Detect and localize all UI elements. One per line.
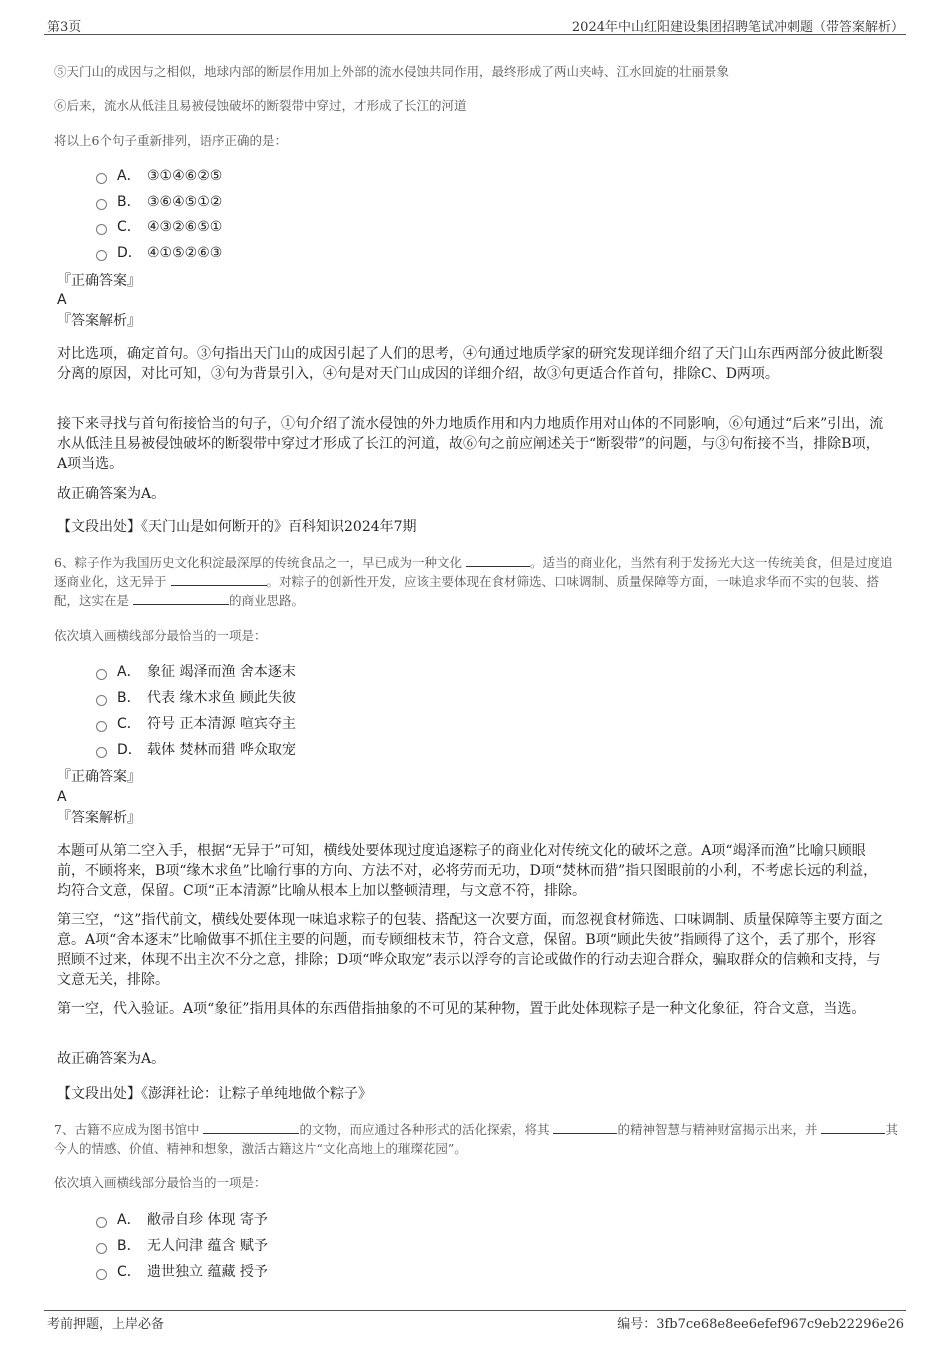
q6-stem-part-3: 。对粽子的创新性开发，应该主要体现在食材筛选、口味调制、质量保障等方面，一味追求华而不实的包装、搭配，这实在是 xyxy=(54,574,880,608)
q7-prompt: 依次填入画横线部分最恰当的一项是： xyxy=(54,1175,267,1190)
q6-analysis-para-2: 第三空，“这”指代前文，横线处要体现一味追求粽子的包装、搭配这一次要方面，而忽视食材筛选、口味调制、质量保障等主要方面之意。A项“舍本逐末”比喻做事不抓住主要的问题，而专顾细枝末节，符合文意，保留。B项“顾此失彼”指顾得了这个，丢了那个，形容照顾不过来，体现不出主次不分之意，排除；D项“哗众取宠”表示以浮夸的言论或做作的行动去迎合群众，骗取群众的信赖和支持，与文意无关，排除。 xyxy=(57,912,884,988)
q6-analysis-para-1: 本题可从第二空入手，根据“无异于”可知，横线处要体现过度追逐粽子的商业化对传统文化的破坏之意。A项“竭泽而渔”比喻只顾眼前，不顾将来，B项“缘木求鱼”比喻行事的方向、方法不对，必将劳而无功，D项“焚林而猎”指只图眼前的小利，不考虑长远的利益，均符合文意，保留。C项“正本清源”比喻从根本上加以整顿清理，与文意不符，排除。 xyxy=(57,843,878,899)
q7-stem-part-4: 其今人的情感、价值、精神和想象，激活古籍这片“文化高地上的璀璨花园”。 xyxy=(54,1122,898,1156)
option-letter: C． xyxy=(117,219,141,235)
q6-option-a[interactable] xyxy=(96,662,296,682)
blank-line xyxy=(466,553,530,567)
q6-answer-label: 『正确答案』 xyxy=(57,769,141,785)
option-text: 无人问津 蕴含 赋予 xyxy=(147,1238,268,1254)
q5-source: 【文段出处】《天门山是如何断开的》百科知识2024年7期 xyxy=(57,519,417,535)
q5-analysis-para-2: 接下来寻找与首句衔接恰当的句子，①句介绍了流水侵蚀的外力地质作用和内力地质作用对山体的不同影响，⑥句通过“后来”引出，流水从低洼且易被侵蚀破坏的断裂带中穿过才形成了长江的河道，故⑥句之前应阐述关于“断裂带”的问题，与③句衔接不当，排除B项，A项当选。 xyxy=(57,416,884,472)
option-text: 符号 正本清源 喧宾夺主 xyxy=(147,716,296,732)
radio-icon[interactable] xyxy=(96,250,107,261)
option-text: ④①⑤②⑥③ xyxy=(147,245,223,261)
q7-stem-part-1: 7、古籍不应成为图书馆中 xyxy=(54,1122,200,1137)
q7-stem-part-2: 的文物，而应通过各种形式的活化探索，将其 xyxy=(299,1122,550,1137)
option-text: ③①④⑥②⑤ xyxy=(147,168,223,184)
q5-answer: A xyxy=(57,292,67,308)
option-text: 敝帚自珍 体现 寄予 xyxy=(147,1212,268,1228)
q6-analysis-para-4: 故正确答案为A。 xyxy=(57,1051,166,1067)
radio-icon[interactable] xyxy=(96,695,107,706)
q5-option-a[interactable] xyxy=(96,166,222,186)
blank-line xyxy=(171,572,267,586)
q5-option-d[interactable] xyxy=(96,243,222,263)
q5-sentence-5: ⑤天门山的成因与之相似，地球内部的断层作用加上外部的流水侵蚀共同作用，最终形成了两山夹峙、江水回旋的壮丽景象 xyxy=(54,64,730,79)
q5-answer-label: 『正确答案』 xyxy=(57,273,141,289)
blank-line xyxy=(821,1120,885,1134)
q6-option-c[interactable] xyxy=(96,714,296,734)
q6-option-b[interactable] xyxy=(96,688,296,708)
option-letter: A． xyxy=(117,168,141,184)
footer-document-id: 编号：3fb7ce68e8ee6efef967c9eb22296e26 xyxy=(617,1317,904,1332)
q7-option-a[interactable] xyxy=(96,1210,268,1230)
option-letter: C． xyxy=(117,716,141,732)
q6-answer: A xyxy=(57,789,67,805)
option-text: 遗世独立 蕴藏 授予 xyxy=(147,1264,268,1280)
blank-line xyxy=(553,1120,617,1134)
q5-analysis-para-3: 故正确答案为A。 xyxy=(57,486,166,502)
q6-stem-part-1: 6、粽子作为我国历史文化积淀最深厚的传统食品之一，早已成为一种文化 xyxy=(54,555,462,570)
q6-analysis-para-3: 第一空，代入验证。A项“象征”指用具体的东西借指抽象的不可见的某种物，置于此处体现粽子是一种文化象征，符合文意，当选。 xyxy=(57,1001,866,1017)
q5-analysis-label: 『答案解析』 xyxy=(57,313,141,329)
radio-icon[interactable] xyxy=(96,1269,107,1280)
q7-option-c[interactable] xyxy=(96,1262,268,1282)
q5-sentence-6: ⑥后来，流水从低洼且易被侵蚀破坏的断裂带中穿过，才形成了长江的河道 xyxy=(54,98,467,113)
option-letter: C． xyxy=(117,1264,141,1280)
q6-analysis-label: 『答案解析』 xyxy=(57,810,141,826)
option-text: 象征 竭泽而渔 舍本逐末 xyxy=(147,664,296,680)
q7-option-b[interactable] xyxy=(96,1236,268,1256)
q6-source: 【文段出处】《澎湃社论：让粽子单纯地做个粽子》 xyxy=(57,1086,372,1102)
option-letter: B． xyxy=(117,194,141,210)
option-letter: A． xyxy=(117,664,141,680)
radio-icon[interactable] xyxy=(96,224,107,235)
option-letter: B． xyxy=(117,1238,141,1254)
option-text: ④③②⑥⑤① xyxy=(147,219,223,235)
footer-slogan: 考前押题，上岸必备 xyxy=(47,1317,165,1332)
q6-stem-part-4: 的商业思路。 xyxy=(229,593,305,608)
radio-icon[interactable] xyxy=(96,1217,107,1228)
option-text: 代表 缘木求鱼 顾此失彼 xyxy=(147,690,296,706)
blank-line xyxy=(133,591,229,605)
q5-prompt: 将以上6个句子重新排列，语序正确的是： xyxy=(54,133,287,148)
q6-stem xyxy=(54,553,900,610)
document-title: 2024年中山红阳建设集团招聘笔试冲刺题（带答案解析） xyxy=(571,20,904,35)
option-letter: A． xyxy=(117,1212,141,1228)
q6-prompt: 依次填入画横线部分最恰当的一项是： xyxy=(54,628,267,643)
q5-option-c[interactable] xyxy=(96,217,222,237)
q7-stem-part-3: 的精神智慧与精神财富揭示出来，并 xyxy=(617,1122,818,1137)
radio-icon[interactable] xyxy=(96,173,107,184)
q7-stem xyxy=(54,1120,900,1158)
page-number: 第3页 xyxy=(47,20,82,35)
option-letter: D． xyxy=(117,245,142,261)
q5-option-b[interactable] xyxy=(96,192,222,212)
option-letter: B． xyxy=(117,690,141,706)
q5-analysis-para-1: 对比选项，确定首句。③句指出天门山的成因引起了人们的思考，④句通过地质学家的研究发现详细介绍了天门山东西两部分彼此断裂分离的原因，对比可知，③句为背景引入，④句是对天门山成因的详细介绍，故③句更适合作首句，排除C、D两项。 xyxy=(57,346,883,382)
q6-stem-part-2: 。适当的商业化，当然有利于发扬光大这一传统美食，但是过度追逐商业化，这无异于 xyxy=(54,555,893,589)
footer-divider xyxy=(44,1310,906,1311)
radio-icon[interactable] xyxy=(96,669,107,680)
header-divider xyxy=(44,34,906,35)
option-text: ③⑥④⑤①② xyxy=(147,194,223,210)
radio-icon[interactable] xyxy=(96,721,107,732)
radio-icon[interactable] xyxy=(96,199,107,210)
q6-option-d[interactable] xyxy=(96,740,296,760)
option-text: 载体 焚林而猎 哗众取宠 xyxy=(147,742,296,758)
radio-icon[interactable] xyxy=(96,1243,107,1254)
blank-line xyxy=(203,1120,299,1134)
radio-icon[interactable] xyxy=(96,747,107,758)
option-letter: D． xyxy=(117,742,142,758)
